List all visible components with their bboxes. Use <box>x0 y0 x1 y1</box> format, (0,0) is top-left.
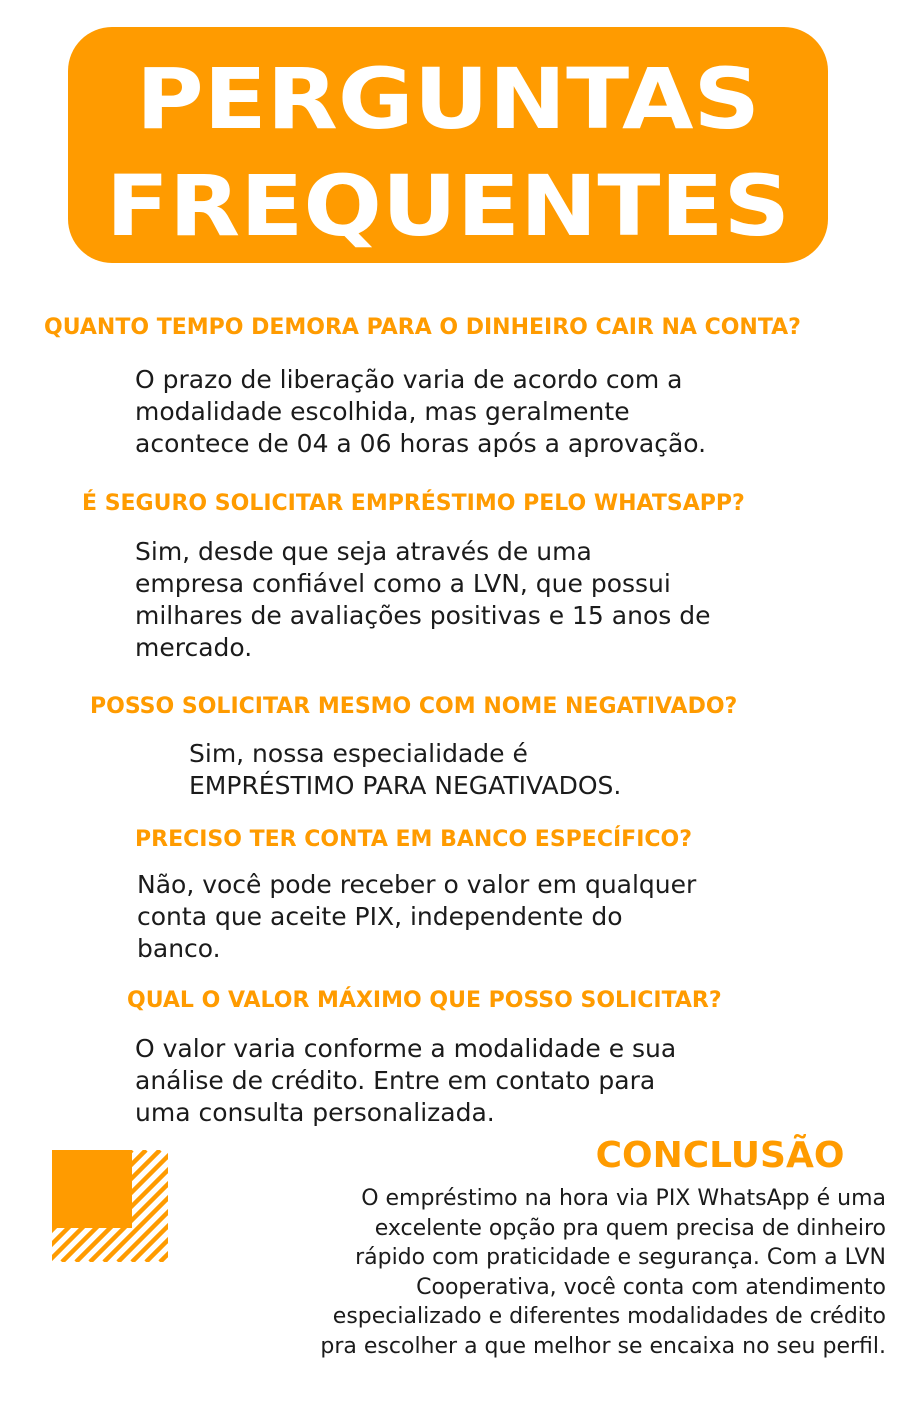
answer-line: O prazo de liberação varia de acordo com a <box>135 365 683 394</box>
conclusion-line: pra escolher a que melhor se encaixa no seu perfil. <box>320 1333 886 1359</box>
answer-line: uma consulta personalizada. <box>135 1098 495 1127</box>
faq-answer-3 <box>189 738 621 802</box>
answer-line: modalidade escolhida, mas geralmente <box>135 397 630 426</box>
answer-line: conta que aceite PIX, independente do <box>137 902 623 931</box>
answer-line: análise de crédito. Entre em contato para <box>135 1066 656 1095</box>
conclusion-text <box>226 1184 886 1361</box>
faq-answer-4 <box>137 869 696 965</box>
title-banner <box>68 27 828 263</box>
answer-line: Não, você pode receber o valor em qualquer <box>137 870 697 899</box>
faq-question-1: QUANTO TEMPO DEMORA PARA O DINHEIRO CAIR NA CONTA? <box>44 315 801 340</box>
answer-line: O valor varia conforme a modalidade e sua <box>135 1034 677 1063</box>
faq-answer-2 <box>135 536 710 664</box>
decorative-square-graphic <box>52 1150 168 1262</box>
answer-line: Sim, desde que seja através de uma <box>135 537 592 566</box>
answer-line: banco. <box>137 934 221 963</box>
faq-question-5: QUAL O VALOR MÁXIMO QUE POSSO SOLICITAR? <box>127 988 722 1013</box>
title-line-1: PERGUNTAS <box>135 50 761 148</box>
answer-line: Sim, nossa especialidade é <box>189 739 528 768</box>
faq-question-3: POSSO SOLICITAR MESMO COM NOME NEGATIVADO? <box>90 694 738 719</box>
answer-line: empresa confiável como a LVN, que possui <box>135 569 671 598</box>
faq-answer-5 <box>135 1033 676 1129</box>
answer-line: acontece de 04 a 06 horas após a aprovação. <box>135 429 707 458</box>
conclusion-line: Cooperativa, você conta com atendimento <box>416 1274 886 1300</box>
faq-answer-1 <box>135 364 706 460</box>
answer-line: EMPRÉSTIMO PARA NEGATIVADOS. <box>189 771 622 800</box>
conclusion-line: rápido com praticidade e segurança. Com a LVN <box>355 1245 886 1270</box>
conclusion-line: O empréstimo na hora via PIX WhatsApp é uma <box>361 1186 886 1211</box>
conclusion-line: especializado e diferentes modalidades de crédito <box>332 1304 886 1329</box>
title-line-2: FREQUENTES <box>105 157 791 255</box>
answer-line: mercado. <box>135 633 253 662</box>
faq-question-2: É SEGURO SOLICITAR EMPRÉSTIMO PELO WHATSAPP? <box>82 491 745 516</box>
answer-line: milhares de avaliações positivas e 15 anos de <box>135 601 711 630</box>
conclusion-title: CONCLUSÃO <box>595 1135 845 1176</box>
faq-question-4: PRECISO TER CONTA EM BANCO ESPECÍFICO? <box>135 827 692 852</box>
conclusion-line: excelente opção pra quem precisa de dinheiro <box>374 1215 886 1241</box>
